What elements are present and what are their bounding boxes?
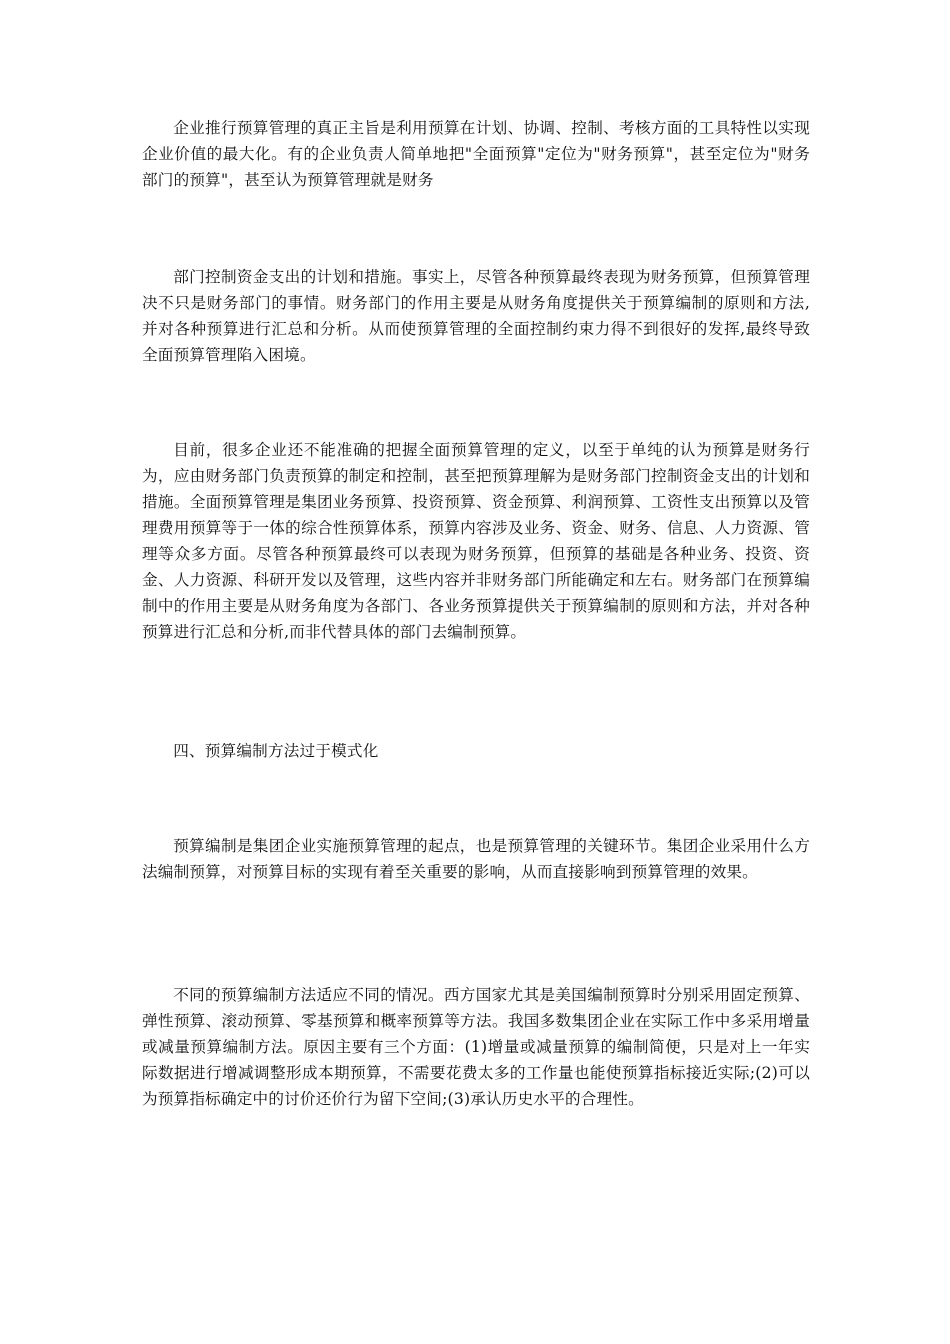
- section-heading-budget-methods: 四、预算编制方法过于模式化: [173, 742, 379, 760]
- paragraph-comprehensive-budget-definition: 目前，很多企业还不能准确的把握全面预算管理的定义，以至于单纯的认为预算是财务行为，应由财务部门负责预算的制定和控制，甚至把预算理解为是财务部门控制资金支出的计划和措施。全面预算管理是集团业务预算、投资预算、资金预算、利润预算、工资性支出预算以及管理费用预算等于一体的综合性预算体系，预算内容涉及业务、资金、财务、信息、人力资源、管理等众多方面。尽管各种预算最终可以表现为财务预算，但预算的基础是各种业务、投资、资金、人力资源、科研开发以及管理，这些内容并非财务部门所能确定和左右。财务部门在预算编制中的作用主要是从财务角度为各部门、各业务预算提供关于预算编制的原则和方法，并对各种预算进行汇总和分析,而非代替具体的部门去编制预算。: [142, 441, 810, 641]
- paragraph-budget-compilation-start: 预算编制是集团企业实施预算管理的起点，也是预算管理的关键环节。集团企业采用什么方法编制预算，对预算目标的实现有着至关重要的影响，从而直接影响到预算管理的效果。: [142, 837, 810, 881]
- paragraph-budget-purpose: 企业推行预算管理的真正主旨是利用预算在计划、协调、控制、考核方面的工具特性以实现企业价值的最大化。有的企业负责人简单地把"全面预算"定位为"财务预算"，甚至定位为"财务部门的预算"，甚至认为预算管理就是财务: [142, 119, 810, 189]
- paragraph-finance-department-role: 部门控制资金支出的计划和措施。事实上，尽管各种预算最终表现为财务预算，但预算管理决不只是财务部门的事情。财务部门的作用主要是从财务角度提供关于预算编制的原则和方法,并对各种预算进行汇总和分析。从而使预算管理的全面控制约束力得不到很好的发挥,最终导致全面预算管理陷入困境。: [142, 268, 810, 364]
- paragraph-budget-methods-comparison: 不同的预算编制方法适应不同的情况。西方国家尤其是美国编制预算时分别采用固定预算、弹性预算、滚动预算、零基预算和概率预算等方法。我国多数集团企业在实际工作中多采用增量或减量预算编制方法。原因主要有三个方面：(1)增量或减量预算的编制简便，只是对上一年实际数据进行增减调整形成本期预算，不需要花费太多的工作量也能使预算指标接近实际;(2)可以为预算指标确定中的讨价还价行为留下空间;(3)承认历史水平的合理性。: [142, 986, 810, 1108]
